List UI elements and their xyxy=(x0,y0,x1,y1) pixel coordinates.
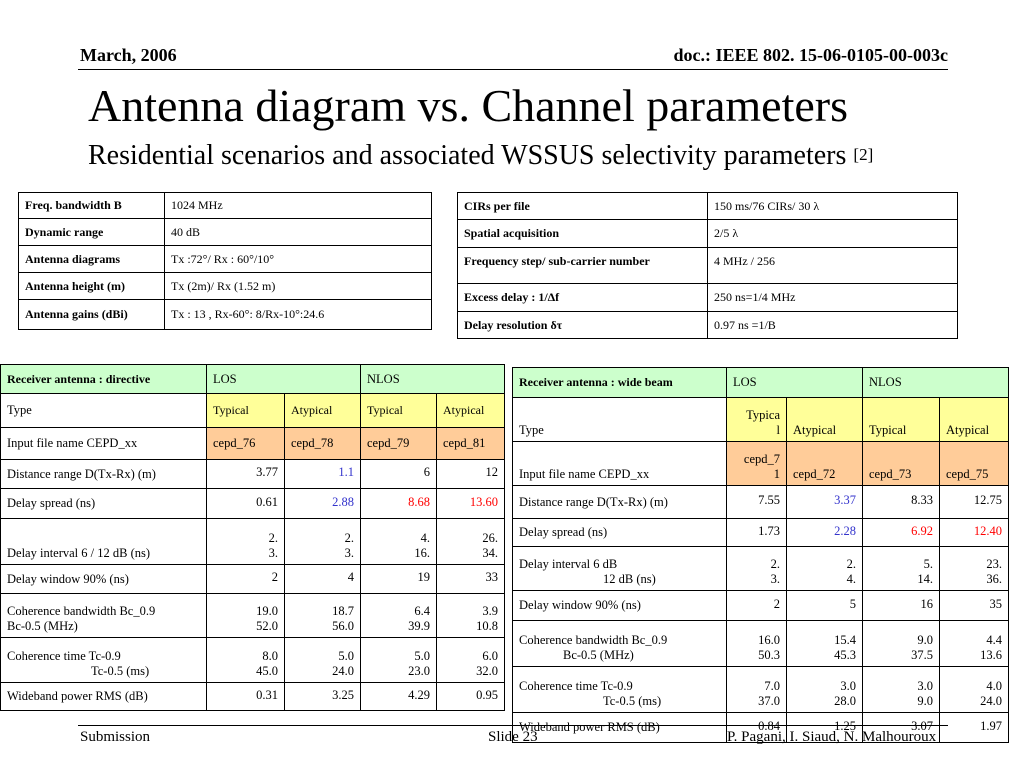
file-line-2: 1 xyxy=(773,467,780,481)
param-value: 1024 MHz xyxy=(165,193,432,219)
footer-authors: P. Pagani, I. Siaud, N. Malhouroux xyxy=(727,729,937,745)
file-cell: cepd_81 xyxy=(437,428,505,460)
table-row xyxy=(1,638,505,683)
row-label xyxy=(1,594,207,638)
value-a: 3.0 xyxy=(840,679,856,693)
value-cell xyxy=(863,667,940,713)
value-b: 28.0 xyxy=(834,694,856,708)
file-cell: cepd_78 xyxy=(285,428,361,460)
value-b: 24.0 xyxy=(980,694,1002,708)
param-row xyxy=(19,300,432,330)
value-cell xyxy=(940,621,1009,667)
table-row xyxy=(513,398,1009,442)
value-a: 18.7 xyxy=(332,604,354,618)
value-cell: 6.92 xyxy=(863,519,940,547)
nlos-header: NLOS xyxy=(361,365,505,394)
value-cell: 5 xyxy=(787,591,863,621)
value-b: 45.3 xyxy=(834,648,856,662)
param-row xyxy=(458,312,958,339)
value-a: 4.0 xyxy=(986,679,1002,693)
param-row xyxy=(19,273,432,300)
file-cell: cepd_79 xyxy=(361,428,437,460)
type-cell: Atypical xyxy=(787,398,863,442)
value-a: 8.0 xyxy=(262,649,278,663)
value-b: 14. xyxy=(917,572,933,586)
table-row xyxy=(1,594,505,638)
row-label: Input file name CEPD_xx xyxy=(513,442,727,486)
value-b: 45.0 xyxy=(256,664,278,678)
type-cell: Typical xyxy=(207,394,285,428)
param-value: 250 ns=1/4 MHz xyxy=(708,284,958,312)
los-header: LOS xyxy=(727,368,863,398)
value-cell: 16 xyxy=(863,591,940,621)
value-a: 7.0 xyxy=(764,679,780,693)
param-value: 0.97 ns =1/B xyxy=(708,312,958,339)
table-row xyxy=(513,591,1009,621)
value-a: 6.0 xyxy=(482,649,498,663)
value-b: 37.5 xyxy=(911,648,933,662)
value-b: 37.0 xyxy=(758,694,780,708)
value-cell: 3.37 xyxy=(787,486,863,519)
value-a: 2. xyxy=(846,557,856,571)
table-row xyxy=(513,621,1009,667)
value-cell: 12 xyxy=(437,460,505,489)
row-label: Type xyxy=(1,394,207,428)
label-line-1: Coherence bandwidth Bc_0.9 xyxy=(7,604,156,618)
row-label: Delay window 90% (ns) xyxy=(513,591,727,621)
value-cell: 0.84 xyxy=(727,713,787,743)
param-row xyxy=(19,219,432,246)
file-cell: cepd_75 xyxy=(940,442,1009,486)
type-cell: Atypical xyxy=(285,394,361,428)
value-a: 5.0 xyxy=(414,649,430,663)
table-row xyxy=(1,394,505,428)
value-cell: 0.31 xyxy=(207,683,285,711)
value-b: 10.8 xyxy=(476,619,498,633)
table-row xyxy=(1,428,505,460)
param-value: 4 MHz / 256 xyxy=(708,248,958,284)
row-label xyxy=(1,638,207,683)
value-b: 3. xyxy=(770,572,780,586)
value-cell: 7.55 xyxy=(727,486,787,519)
row-label: Distance range D(Tx-Rx) (m) xyxy=(1,460,207,489)
table-row xyxy=(513,667,1009,713)
table-row xyxy=(513,486,1009,519)
value-a: 23. xyxy=(986,557,1002,571)
table-row xyxy=(513,442,1009,486)
row-label: Wideband power RMS (dB) xyxy=(513,713,727,743)
row-label: Delay window 90% (ns) xyxy=(1,565,207,594)
value-b: 34. xyxy=(482,546,498,560)
file-cell: cepd_76 xyxy=(207,428,285,460)
los-header: LOS xyxy=(207,365,361,394)
params-right-table xyxy=(457,192,958,339)
type-cell: Typical xyxy=(361,394,437,428)
param-value: Tx : 13 , Rx-60°: 8/Rx-10°:24.6 xyxy=(165,300,432,330)
footer-submission: Submission xyxy=(80,729,151,745)
value-cell: 19 xyxy=(361,565,437,594)
label-line-1: Coherence time Tc-0.9 xyxy=(7,649,121,663)
value-cell xyxy=(727,667,787,713)
label-line-1: Coherence time Tc-0.9 xyxy=(519,679,633,693)
value-cell: 3.25 xyxy=(285,683,361,711)
value-a: 19.0 xyxy=(256,604,278,618)
value-cell xyxy=(361,519,437,565)
file-cell: cepd_72 xyxy=(787,442,863,486)
value-cell: 33 xyxy=(437,565,505,594)
value-cell: 12.40 xyxy=(940,519,1009,547)
value-cell: 1.25 xyxy=(787,713,863,743)
file-cell: cepd_73 xyxy=(863,442,940,486)
param-value: Tx :72°/ Rx : 60°/10° xyxy=(165,246,432,273)
value-cell xyxy=(361,638,437,683)
value-cell: 8.33 xyxy=(863,486,940,519)
value-cell: 6 xyxy=(361,460,437,489)
label-line-2: Bc-0.5 (MHz) xyxy=(7,619,78,633)
value-cell xyxy=(437,594,505,638)
value-cell xyxy=(940,667,1009,713)
slide-subtitle xyxy=(88,139,873,173)
param-key: Spatial acquisition xyxy=(458,220,708,248)
type-line-2: l xyxy=(776,423,780,437)
type-cell: Atypical xyxy=(940,398,1009,442)
value-cell: 4.29 xyxy=(361,683,437,711)
table-row xyxy=(513,547,1009,591)
param-row xyxy=(19,246,432,273)
row-label: Wideband power RMS (dB) xyxy=(1,683,207,711)
footer-slide-number: Slide 23 xyxy=(488,729,538,745)
param-row xyxy=(458,284,958,312)
value-a: 3.9 xyxy=(482,604,498,618)
params-left-table xyxy=(18,192,432,330)
value-a: 2. xyxy=(268,531,278,545)
value-a: 6.4 xyxy=(414,604,430,618)
value-b: 36. xyxy=(986,572,1002,586)
subtitle-ref: [2] xyxy=(853,145,874,164)
directive-antenna-table xyxy=(0,364,505,711)
table-row xyxy=(513,519,1009,547)
value-cell: 8.68 xyxy=(361,489,437,519)
row-label: Input file name CEPD_xx xyxy=(1,428,207,460)
value-cell: 2 xyxy=(727,591,787,621)
table-header-label: Receiver antenna : wide beam xyxy=(513,368,727,398)
value-a: 15.4 xyxy=(834,633,856,647)
value-a: 16.0 xyxy=(758,633,780,647)
row-label: Delay spread (ns) xyxy=(1,489,207,519)
value-cell xyxy=(727,547,787,591)
value-b: 13.6 xyxy=(980,648,1002,662)
value-b: 24.0 xyxy=(332,664,354,678)
value-cell: 3.77 xyxy=(207,460,285,489)
value-cell: 4 xyxy=(285,565,361,594)
type-cell: Atypical xyxy=(437,394,505,428)
row-label: Type xyxy=(513,398,727,442)
value-cell: 2.28 xyxy=(787,519,863,547)
header-date: March, 2006 xyxy=(80,45,177,65)
value-a: 26. xyxy=(482,531,498,545)
value-cell: 2.88 xyxy=(285,489,361,519)
value-cell xyxy=(940,547,1009,591)
param-key: Dynamic range xyxy=(19,219,165,246)
row-label: Distance range D(Tx-Rx) (m) xyxy=(513,486,727,519)
param-key: CIRs per file xyxy=(458,193,708,220)
slide-title: Antenna diagram vs. Channel parameters xyxy=(88,80,849,131)
value-b: 3. xyxy=(268,546,278,560)
table-header-label: Receiver antenna : directive xyxy=(1,365,207,394)
value-cell xyxy=(787,547,863,591)
value-cell xyxy=(727,621,787,667)
value-cell: 0.61 xyxy=(207,489,285,519)
value-b: 56.0 xyxy=(332,619,354,633)
param-key: Frequency step/ sub-carrier number xyxy=(458,248,708,284)
value-a: 2. xyxy=(770,557,780,571)
value-cell xyxy=(437,519,505,565)
row-label xyxy=(513,667,727,713)
type-line-1: Typica xyxy=(746,408,780,422)
value-cell xyxy=(361,594,437,638)
param-key: Freq. bandwidth B xyxy=(19,193,165,219)
param-row xyxy=(19,193,432,219)
table-row xyxy=(1,519,505,565)
param-row xyxy=(458,193,958,220)
param-key: Delay resolution δτ xyxy=(458,312,708,339)
value-cell: 1.73 xyxy=(727,519,787,547)
param-value: 40 dB xyxy=(165,219,432,246)
value-cell xyxy=(285,519,361,565)
table-row xyxy=(1,565,505,594)
value-b: 16. xyxy=(414,546,430,560)
value-b: 3. xyxy=(344,546,354,560)
value-b: 23.0 xyxy=(408,664,430,678)
value-b: 9.0 xyxy=(917,694,933,708)
label-line-2: Bc-0.5 (MHz) xyxy=(563,648,634,662)
value-cell: 12.75 xyxy=(940,486,1009,519)
row-label: Delay interval 6 / 12 dB (ns) xyxy=(1,519,207,565)
table-row xyxy=(1,460,505,489)
param-value: 150 ms/76 CIRs/ 30 λ xyxy=(708,193,958,220)
value-a: 3.0 xyxy=(917,679,933,693)
value-cell xyxy=(207,638,285,683)
value-cell xyxy=(787,667,863,713)
value-cell xyxy=(285,638,361,683)
table-header-row xyxy=(1,365,505,394)
value-cell: 3.07 xyxy=(863,713,940,743)
value-cell: 1.97 xyxy=(940,713,1009,743)
nlos-header: NLOS xyxy=(863,368,1009,398)
row-label: Delay spread (ns) xyxy=(513,519,727,547)
row-label xyxy=(513,621,727,667)
header-rule xyxy=(78,69,948,70)
value-b: 52.0 xyxy=(256,619,278,633)
type-cell: Typical xyxy=(863,398,940,442)
value-b: 50.3 xyxy=(758,648,780,662)
header-doc-id: doc.: IEEE 802. 15-06-0105-00-003c xyxy=(673,45,948,65)
wide-beam-antenna-table xyxy=(512,367,1009,743)
value-cell xyxy=(207,594,285,638)
value-a: 2. xyxy=(344,531,354,545)
value-cell xyxy=(863,621,940,667)
table-header-row xyxy=(513,368,1009,398)
value-cell xyxy=(285,594,361,638)
footer-rule xyxy=(78,725,948,726)
value-cell xyxy=(437,638,505,683)
value-a: 9.0 xyxy=(917,633,933,647)
value-b: 39.9 xyxy=(408,619,430,633)
table-row xyxy=(1,683,505,711)
param-row xyxy=(458,220,958,248)
param-key: Antenna diagrams xyxy=(19,246,165,273)
value-cell: 2 xyxy=(207,565,285,594)
value-cell: 35 xyxy=(940,591,1009,621)
value-b: 4. xyxy=(846,572,856,586)
param-value: 2/5 λ xyxy=(708,220,958,248)
label-line-1: Delay interval 6 dB xyxy=(519,557,618,571)
subtitle-text: Residential scenarios and associated WSSUS selectivity parameters xyxy=(88,140,847,171)
value-cell: 0.95 xyxy=(437,683,505,711)
type-cell xyxy=(727,398,787,442)
label-line-2: Tc-0.5 (ms) xyxy=(603,694,662,708)
value-a: 4. xyxy=(420,531,430,545)
table-row xyxy=(1,489,505,519)
value-cell: 1.1 xyxy=(285,460,361,489)
label-line-2: Tc-0.5 (ms) xyxy=(91,664,150,678)
label-line-1: Coherence bandwidth Bc_0.9 xyxy=(519,633,668,647)
param-key: Antenna height (m) xyxy=(19,273,165,300)
row-label xyxy=(513,547,727,591)
value-cell xyxy=(863,547,940,591)
value-b: 32.0 xyxy=(476,664,498,678)
value-cell: 13.60 xyxy=(437,489,505,519)
param-key: Antenna gains (dBi) xyxy=(19,300,165,330)
file-cell xyxy=(727,442,787,486)
value-a: 5. xyxy=(923,557,933,571)
value-a: 4.4 xyxy=(986,633,1002,647)
param-key: Excess delay : 1/Δf xyxy=(458,284,708,312)
file-line-1: cepd_7 xyxy=(743,452,780,466)
param-value: Tx (2m)/ Rx (1.52 m) xyxy=(165,273,432,300)
param-row xyxy=(458,248,958,284)
value-cell xyxy=(787,621,863,667)
value-cell xyxy=(207,519,285,565)
label-line-2: 12 dB (ns) xyxy=(603,572,656,586)
value-a: 5.0 xyxy=(338,649,354,663)
